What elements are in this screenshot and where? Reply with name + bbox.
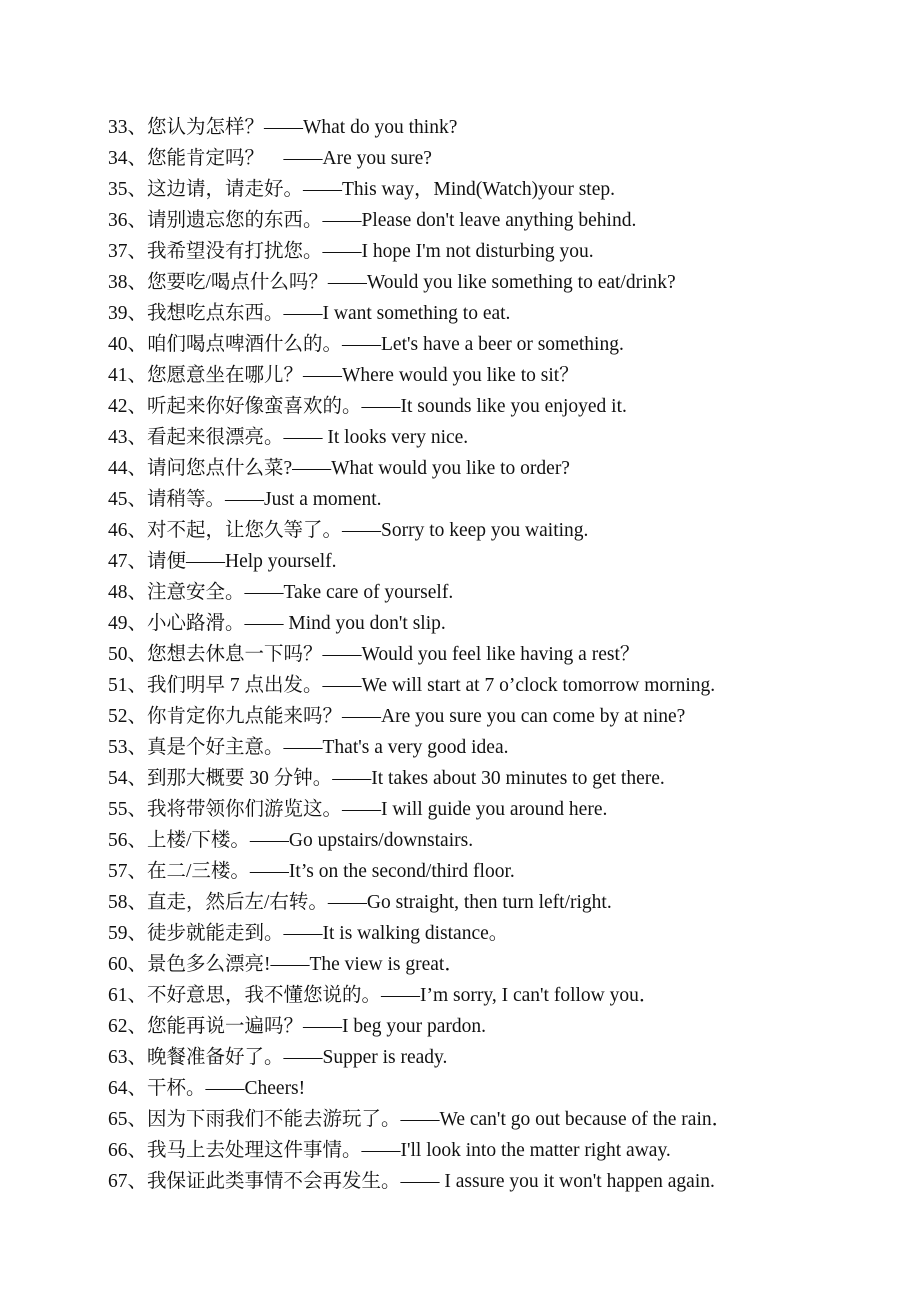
phrase-line-44: 44、请问您点什么菜?——What would you like to order? (108, 458, 570, 479)
phrase-line-39: 39、我想吃点东西。——I want something to eat. (108, 303, 511, 324)
phrase-line-40: 40、咱们喝点啤酒什么的。——Let's have a beer or something. (108, 334, 624, 355)
phrase-line-36: 36、请别遗忘您的东西。——Please don't leave anything behind. (108, 210, 637, 231)
phrase-line-54: 54、到那大概要 30 分钟。——It takes about 30 minutes to get there. (108, 768, 665, 789)
phrase-line-61: 61、不好意思，我不懂您说的。——I’m sorry, I can't follow you． (108, 985, 659, 1006)
phrase-line-52: 52、你肯定你九点能来吗？——Are you sure you can come by at nine? (108, 706, 686, 727)
phrase-line-58: 58、直走，然后左/右转。——Go straight, then turn left/right. (108, 892, 612, 913)
phrase-line-46: 46、对不起，让您久等了。——Sorry to keep you waiting. (108, 520, 589, 541)
phrase-line-49: 49、小心路滑。—— Mind you don't slip. (108, 613, 446, 634)
phrase-line-63: 63、晚餐准备好了。——Supper is ready. (108, 1047, 448, 1068)
phrase-line-56: 56、上楼/下楼。——Go upstairs/downstairs. (108, 830, 474, 851)
phrase-line-47: 47、请便——Help yourself. (108, 551, 337, 572)
phrase-line-37: 37、我希望没有打扰您。——I hope I'm not disturbing you. (108, 241, 594, 262)
phrase-list (108, 112, 898, 1197)
phrase-line-43: 43、看起来很漂亮。—— It looks very nice. (108, 427, 469, 448)
phrase-line-41: 41、您愿意坐在哪儿？——Where would you like to sit？ (108, 365, 579, 386)
phrase-line-45: 45、请稍等。——Just a moment. (108, 489, 382, 510)
phrase-line-33: 33、您认为怎样？——What do you think? (108, 117, 458, 138)
phrase-line-62: 62、您能再说一遍吗？——I beg your pardon. (108, 1016, 487, 1037)
phrase-line-38: 38、您要吃/喝点什么吗？——Would you like something to eat/drink? (108, 272, 676, 293)
phrase-line-65: 65、因为下雨我们不能去游玩了。——We can't go out because of the rain． (108, 1109, 732, 1130)
phrase-line-59: 59、徒步就能走到。——It is walking distance。 (108, 923, 509, 944)
phrase-line-53: 53、真是个好主意。——That's a very good idea. (108, 737, 509, 758)
phrase-line-48: 48、注意安全。——Take care of yourself. (108, 582, 454, 603)
phrase-line-50: 50、您想去休息一下吗？——Would you feel like having a rest？ (108, 644, 640, 665)
phrase-line-35: 35、这边请，请走好。——This way，Mind(Watch)your step. (108, 179, 616, 200)
phrase-line-66: 66、我马上去处理这件事情。——I'll look into the matter right away. (108, 1140, 671, 1161)
phrase-line-57: 57、在二/三楼。——It’s on the second/third floor. (108, 861, 515, 882)
phrase-line-42: 42、听起来你好像蛮喜欢的。——It sounds like you enjoyed it. (108, 396, 627, 417)
phrase-line-34: 34、您能肯定吗？ ——Are you sure? (108, 148, 432, 169)
phrase-line-60: 60、景色多么漂亮!——The view is great． (108, 954, 464, 975)
phrase-line-64: 64、干杯。——Cheers! (108, 1078, 306, 1099)
phrase-line-51: 51、我们明早 7 点出发。——We will start at 7 o’clock tomorrow morning. (108, 675, 716, 696)
phrase-line-67: 67、我保证此类事情不会再发生。—— I assure you it won't happen again. (108, 1171, 715, 1192)
phrase-line-55: 55、我将带领你们游览这。——I will guide you around here. (108, 799, 608, 820)
